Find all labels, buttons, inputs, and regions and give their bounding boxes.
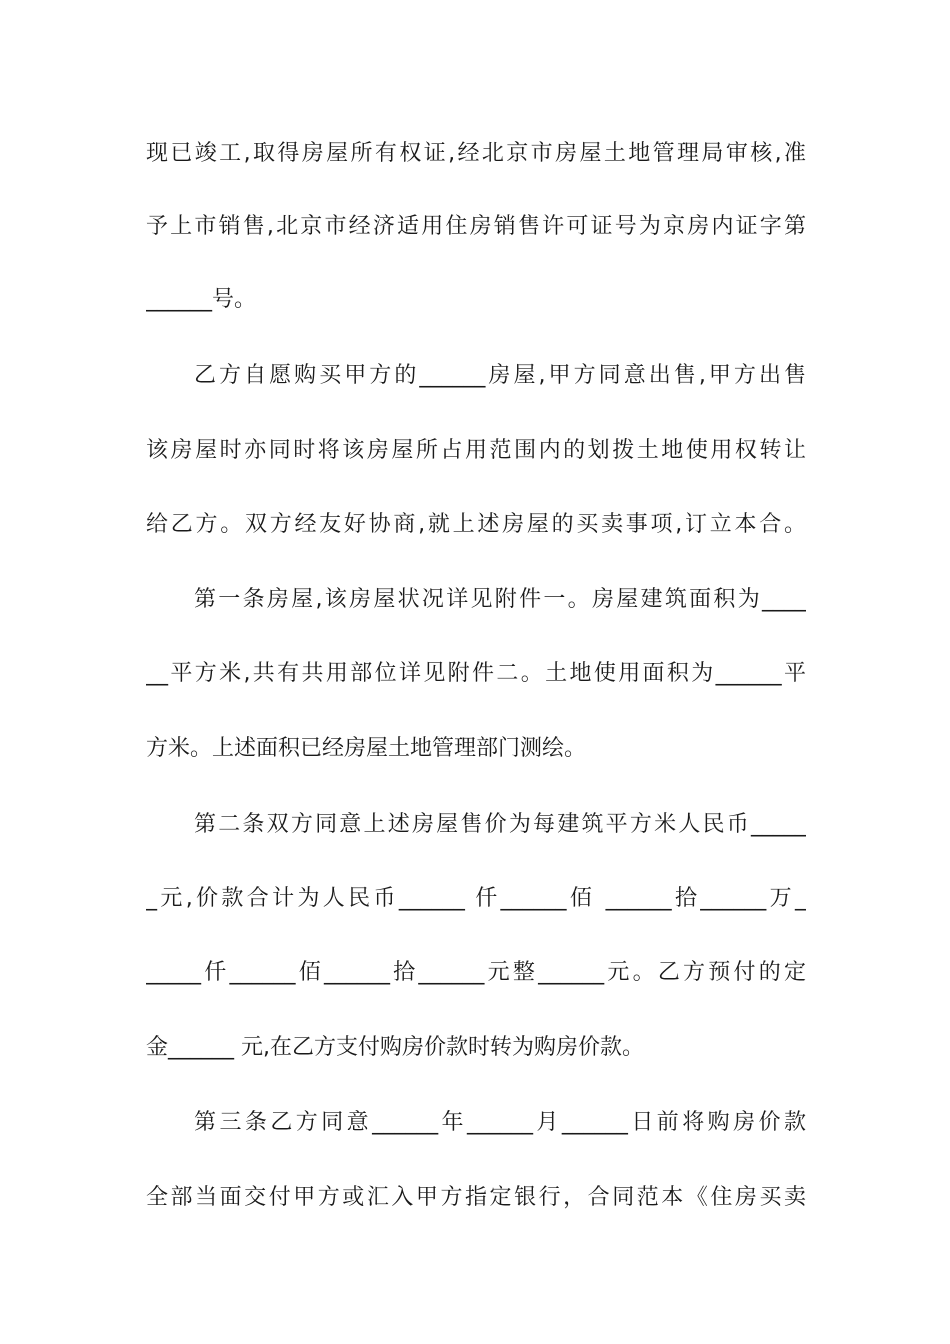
- text-line: 乙方自愿购买甲方的______房屋,甲方同意出售,甲方出售: [194, 363, 806, 388]
- text-line: 第二条双方同意上述房屋售价为每建筑平方米人民币_____: [194, 812, 806, 837]
- text-line: 第一条房屋,该房屋状况详见附件一。房屋建筑面积为____: [194, 587, 806, 612]
- text-line: ______号。: [146, 287, 257, 312]
- text-line: 第三条乙方同意______年______月______日前将购房价款: [194, 1110, 806, 1135]
- text-line: 予上市销售,北京市经济适用住房销售许可证号为京房内证字第: [146, 214, 806, 239]
- text-line: 金______ 元,在乙方支付购房价款时转为购房价款。: [146, 1035, 644, 1060]
- text-line: __平方米,共有共用部位详见附件二。土地使用面积为______平: [146, 661, 806, 686]
- text-line: 现已竣工,取得房屋所有权证,经北京市房屋土地管理局审核,准: [146, 141, 806, 166]
- text-line: _元,价款合计为人民币______ 仟______佰 ______拾______万_: [146, 886, 806, 911]
- text-line: 该房屋时亦同时将该房屋所占用范围内的划拨土地使用权转让: [146, 438, 806, 463]
- text-line: _____仟______佰______拾______元整______元。乙方预付的定: [146, 960, 806, 985]
- text-line: 全部当面交付甲方或汇入甲方指定银行，合同范本《住房买卖: [146, 1185, 806, 1210]
- text-line: 方米。上述面积已经房屋土地管理部门测绘。: [146, 736, 587, 761]
- text-line: 给乙方。双方经友好协商,就上述房屋的买卖事项,订立本合。: [146, 512, 806, 537]
